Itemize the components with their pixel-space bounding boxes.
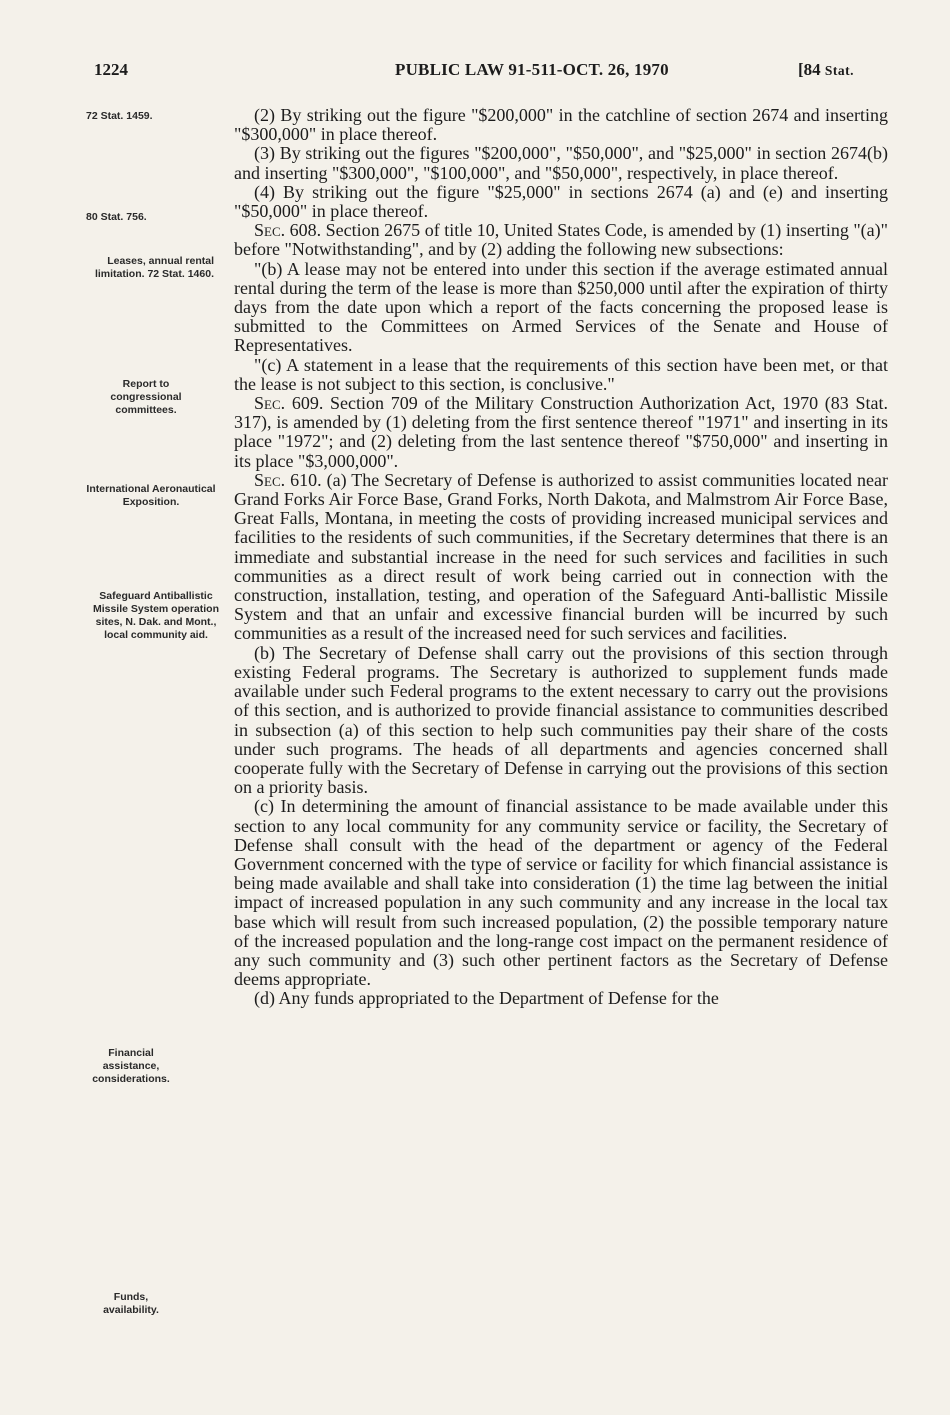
margin-note: Financial assistance, considerations. — [92, 1047, 170, 1085]
statute-volume — [798, 60, 854, 80]
paragraph: (c) In determining the amount of financial assistance to be made available under this section to any local community for any community service or facility, the Secretary of Defense shall consult with the head of the department or agency of the Federal Government concerned with the type of service or facility for which financial assistance is being made available and shall take into consideration (1) the time lag between the initial impact of increased population in any such community and any increase in the local tax base which will result from such increased population, (2) the possible temporary nature of the increased population and the long-range cost impact on the permanent residence of any such community and (3) such other pertinent factors as the Secretary of Defense deems appropriate. — [234, 796, 888, 990]
page-number: 1224 — [94, 60, 128, 79]
paragraph — [234, 394, 888, 471]
margin-notes — [0, 0, 230, 1415]
paragraph — [234, 221, 888, 259]
paragraph-text: Section 709 of the Military Construction Authorization Act, 1970 (83 Stat. 317), is amended by (1) deleting from the first sentence thereof "1971" and inserting in its place "1972"; and (2) deleting from the last sentence thereof "$750,000" and inserting in its place "$3,000,000". — [234, 393, 888, 471]
paragraph: (2) By striking out the figure "$200,000" in the catchline of section 2674 and inserting "$300,000" in place thereof. — [234, 105, 888, 145]
margin-note: 80 Stat. 756. — [86, 211, 147, 223]
margin-note: Leases, annual rental limitation. 72 Stat. 1460. — [94, 255, 214, 280]
section-label: Sec. 608. — [254, 220, 322, 241]
statute-prefix: [84 — [798, 60, 825, 79]
margin-note: 72 Stat. 1459. — [86, 110, 153, 122]
paragraph: (d) Any funds appropriated to the Department of Defense for the — [254, 988, 719, 1009]
paragraph: (b) The Secretary of Defense shall carry out the provisions of this section through existing Federal programs. The Secretary is authorized to supplement funds made available under such Federal programs to the extent necessary to carry out the provisions of this section, and is authorized to provide financial assistance to communities described in subsection (a) of this section to help such communities pay their share of the costs under such programs. The heads of all departments and agencies concerned shall cooperate fully with the Secretary of Defense in carrying out the provisions of this section on a priority basis. — [234, 642, 888, 798]
statute-label: Stat. — [824, 63, 855, 78]
margin-note: Report to congressional committees. — [110, 378, 182, 416]
body-text — [234, 106, 888, 1009]
section-label: Sec. 609. — [254, 393, 324, 414]
running-head: PUBLIC LAW 91-511-OCT. 26, 1970 — [395, 60, 669, 79]
paragraph — [234, 471, 888, 644]
margin-note: Safeguard Antiballistic Missile System operation sites, N. Dak. and Mont., local community aid. — [92, 590, 220, 641]
margin-note: International Aeronautical Exposition. — [86, 483, 216, 508]
paragraph: (3) By striking out the figures "$200,000", "$50,000", and "$25,000" in section 2674(b) and inserting "$300,000", "$100,000", and "$50,000", respectively, in place thereof. — [234, 143, 888, 183]
paragraph: "(c) A statement in a lease that the requirements of this section have been met, or that the lease is not subject to this section, is conclusive." — [234, 354, 888, 394]
margin-note: Funds, availability. — [103, 1291, 159, 1316]
paragraph-text: Section 2675 of title 10, United States Code, is amended by (1) inserting "(a)" before "Notwithstanding", and by (2) adding the following new subsections: — [234, 220, 889, 260]
section-label: Sec. 610. — [254, 469, 322, 490]
paragraph: (4) By striking out the figure "$25,000" in sections 2674 (a) and (e) and inserting "$50,000" in place thereof. — [234, 181, 888, 222]
paragraph: "(b) A lease may not be entered into under this section if the average estimated annual rental during the term of the lease is more than $250,000 until after the expiration of thirty days from the date upon which a report of the facts concerning the proposed lease is submitted to the Committees on Armed Services of the Senate and House of Representatives. — [234, 258, 888, 356]
paragraph-text: (a) The Secretary of Defense is authorized to assist communities located near Grand Forks Air Force Base, Grand Forks, North Dakota, and Malmstrom Air Force Base, Great Falls, Montana, in meeting the costs of providing increased municipal services and facilities to the residents of such communities, if the Secretary determines that there is an immediate and substantial increase in the need for such services and facilities in such communities as a direct result of work being carried out in connection with the construction, installation, testing, and operation of the Safeguard Anti-ballistic Missile System and that an unfair and excessive financial burden will be incurred by such communities as a result of the increased need for such services and facilities. — [234, 469, 888, 644]
